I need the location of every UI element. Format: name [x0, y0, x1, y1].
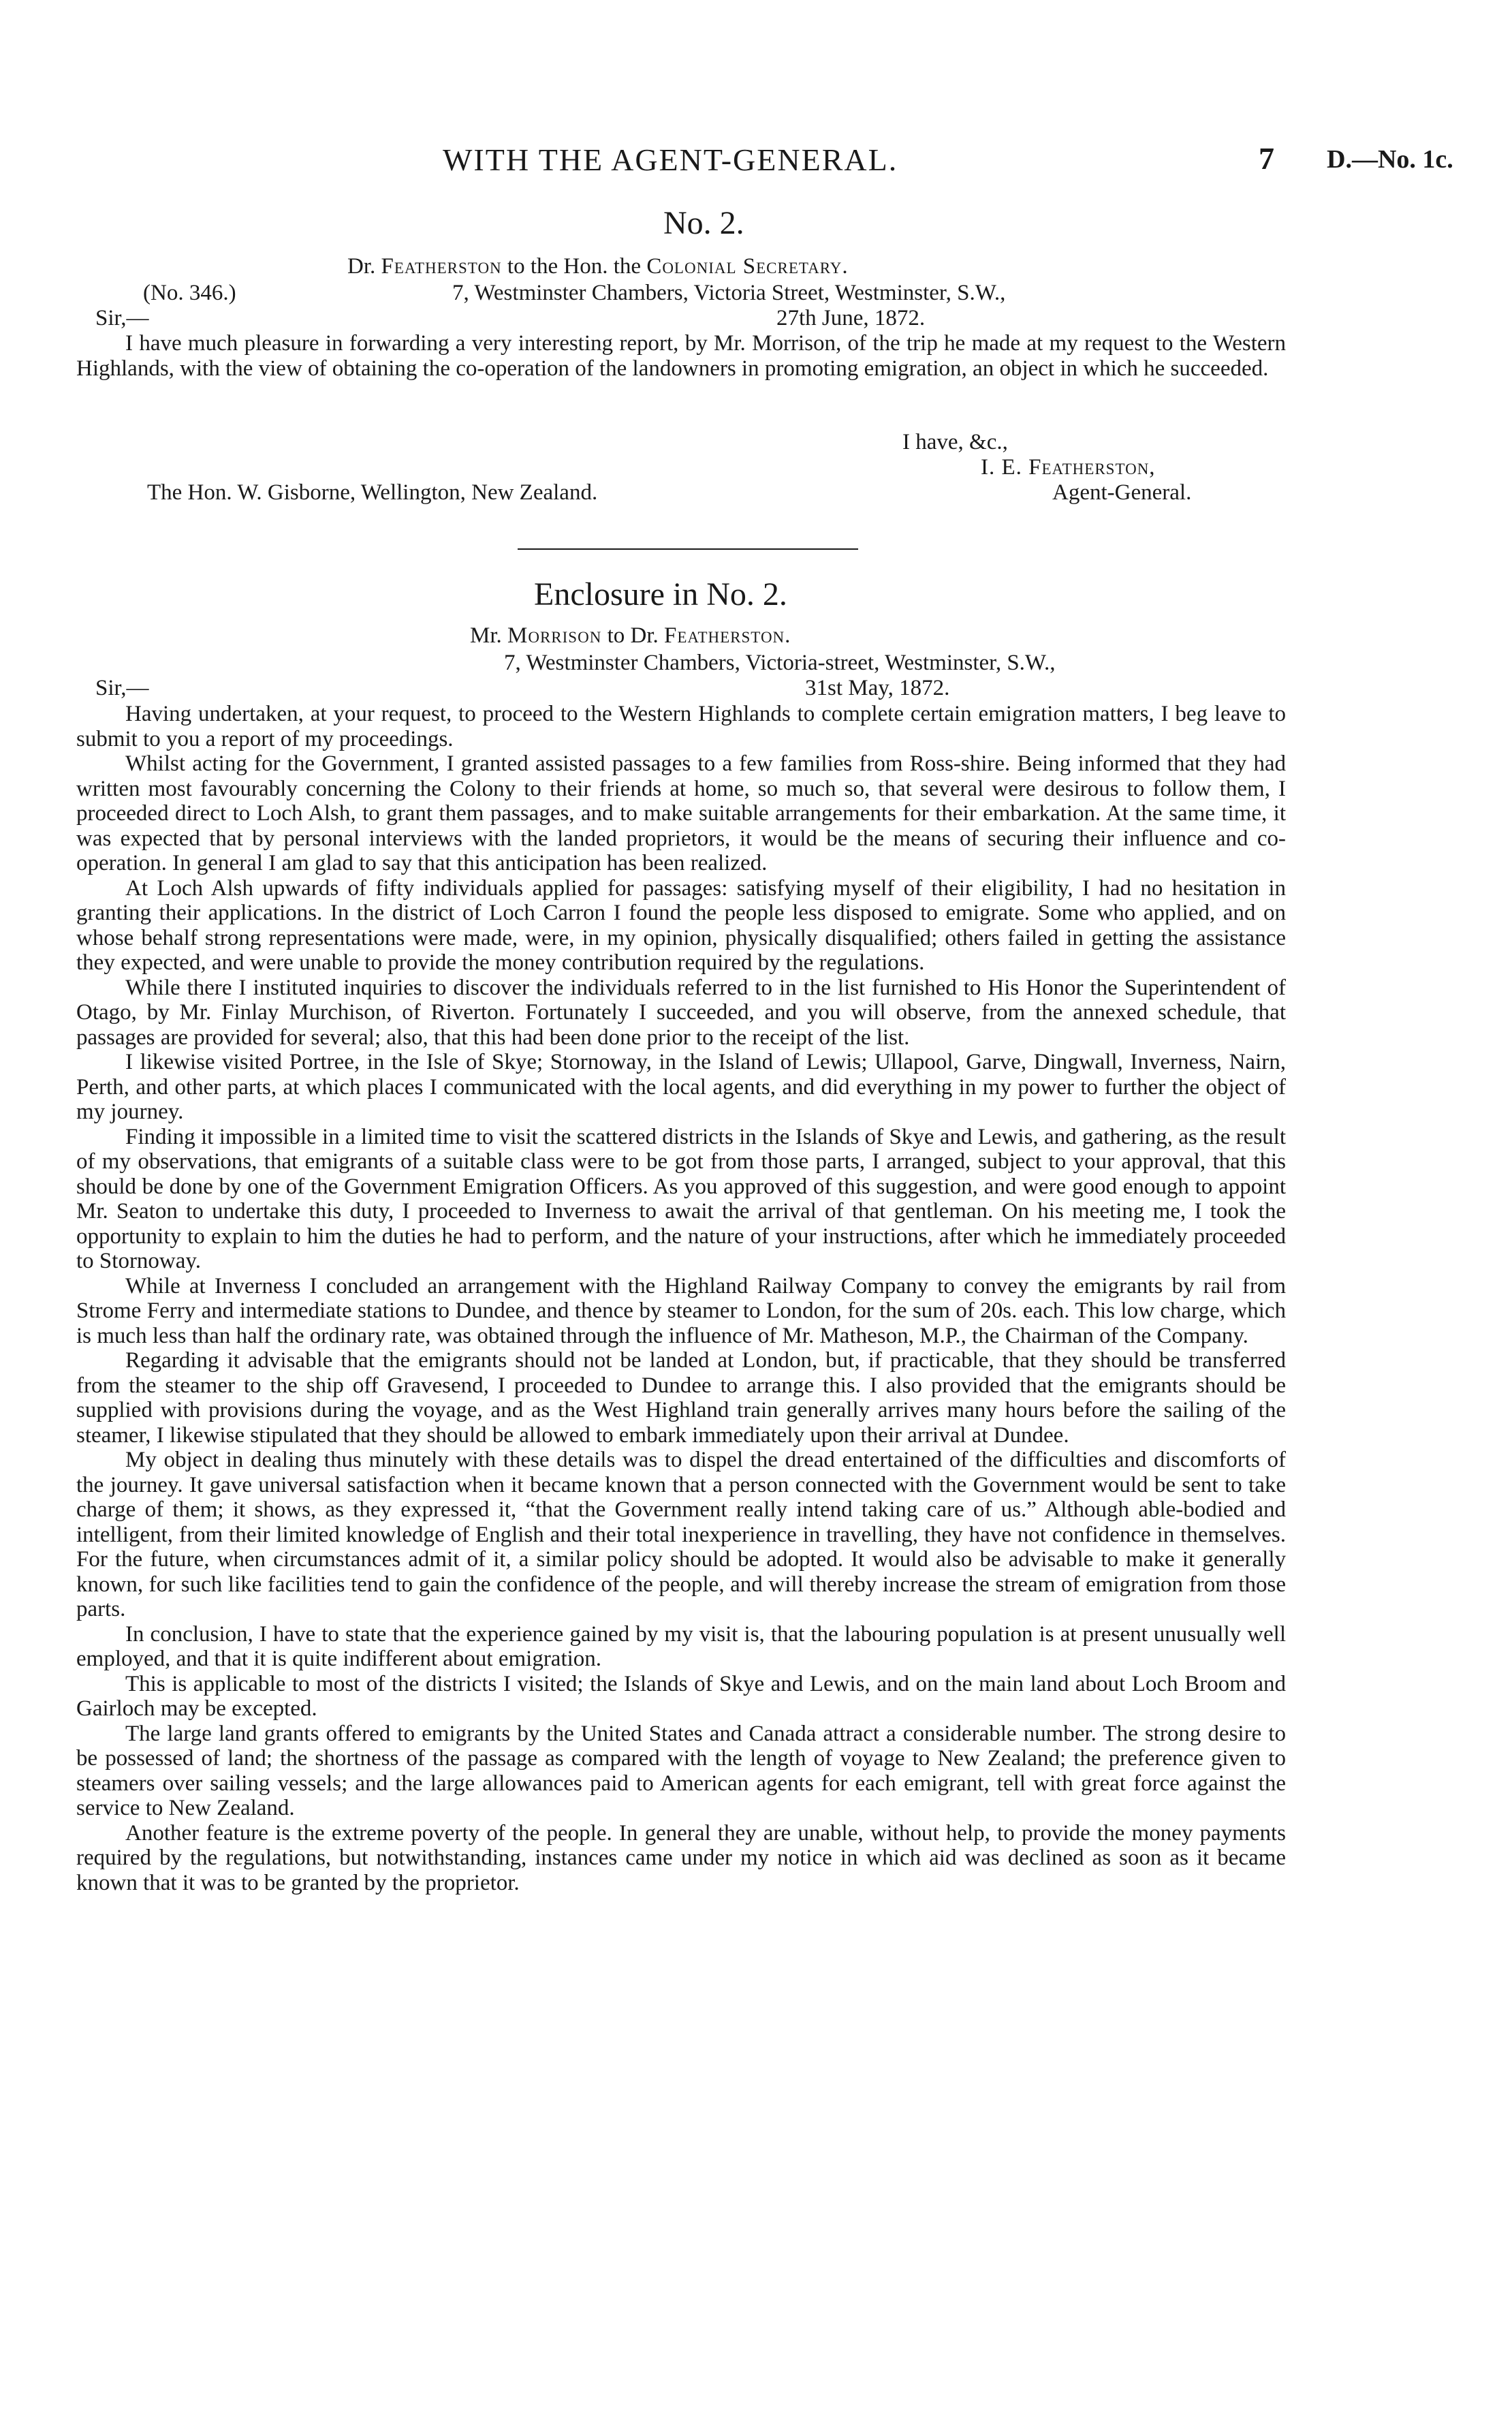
enclosure-paragraph: Regarding it advisable that the emigrants should not be landed at London, but, if practicable, that they should be transferred from the steamer to the ship off Gravesend, I proceeded to Dundee to arrange this. I also provided that the emigrants should be supplied with provisions during the voyage, and as the West Highland train generally arrives many hours before the sailing of the steamer, I likewise stipulated that they should be allowed to embark immediately upon their arrival at Dundee.	[76, 1348, 1286, 1448]
letter-signature-title: Agent-General.	[1052, 480, 1192, 505]
enclosure-sender: Morrison	[507, 623, 602, 648]
letter-recipient-title: Colonial Secretary.	[646, 254, 849, 279]
page-header-title: WITH THE AGENT-GENERAL.	[443, 142, 898, 177]
letter-sender: Featherston	[381, 254, 502, 279]
letter-heading: No. 2.	[663, 205, 744, 241]
enclosure-address: 7, Westminster Chambers, Victoria-street, Westminster, S.W.,	[504, 651, 1056, 675]
letter-closing: I have, &c.,	[902, 430, 1008, 454]
enclosure-salutation: Sir,—	[95, 676, 149, 700]
enclosure-date: 31st May, 1872.	[805, 676, 950, 700]
enclosure-from-to: Mr. Morrison to Dr. Featherston.	[470, 623, 791, 648]
enclosure-paragraph: While at Inverness I concluded an arrangement with the Highland Railway Company to convey the emigrants by rail from Strome Ferry and intermediate stations to Dundee, and thence by steamer to London, for the sum of 20s. each. This low charge, which is much less than half the ordinary rate, was obtained through the influence of Mr. Matheson, M.P., the Chairman of the Company.	[76, 1273, 1286, 1348]
enclosure-body	[76, 702, 1286, 1895]
letter-address: 7, Westminster Chambers, Victoria Street, Westminster, S.W.,	[452, 281, 1006, 305]
enclosure-paragraph: While there I instituted inquiries to discover the individuals referred to in the list furnished to His Honor the Superintendent of Otago, by Mr. Finlay Murchison, of Riverton. Fortunately I succeeded, and you will observe, from the annexed schedule, that passages are provided for several; also, that this had been done prior to the receipt of the list.	[76, 975, 1286, 1050]
section-divider	[518, 548, 858, 550]
letter-signature: I. E. Featherston,	[981, 455, 1156, 480]
enclosure-paragraph: This is applicable to most of the districts I visited; the Islands of Skye and Lewis, and on the main land about Loch Broom and Gairloch may be excepted.	[76, 1671, 1286, 1721]
enclosure-paragraph: Whilst acting for the Government, I granted assisted passages to a few families from Ross-shire. Being informed that they had written most favourably concerning the Colony to their friends at home, so much so, that several were desirous to follow them, I proceeded direct to Loch Alsh, to grant them passages, and to make suitable arrangements for their embarkation. At the same time, it was expected that by personal interviews with the landed proprietors, it would be the means of securing their influence and co-operation. In general I am glad to say that this anticipation has been realized.	[76, 751, 1286, 875]
document-reference: D.—No. 1c.	[1327, 145, 1453, 174]
enclosure-paragraph: Another feature is the extreme poverty of the people. In general they are unable, without help, to provide the money payments required by the regulations, but notwithstanding, instances came under my notice in which aid was declined as soon as it became known that it was to be granted by the proprietor.	[76, 1820, 1286, 1895]
letter-paragraph: I have much pleasure in forwarding a very interesting report, by Mr. Morrison, of the trip he made at my request to the Western Highlands, with the view of obtaining the co-operation of the landowners in promoting emigration, an object in which he succeeded.	[76, 331, 1286, 381]
enclosure-heading: Enclosure in No. 2.	[534, 576, 787, 612]
enclosure-paragraph: I likewise visited Portree, in the Isle of Skye; Stornoway, in the Island of Lewis; Ullapool, Garve, Dingwall, Inverness, Nairn, Perth, and other parts, at which places I communicated with the local agents, and did everything in my power to further the object of my journey.	[76, 1050, 1286, 1124]
letter-salutation: Sir,—	[95, 306, 149, 330]
letter-body	[76, 331, 1286, 381]
enclosure-paragraph: The large land grants offered to emigrants by the United States and Canada attract a considerable number. The strong desire to be possessed of land; the shortness of the passage as compared with the length of voyage to New Zealand; the preference given to steamers over sailing vessels; and the large allowances paid to American agents for each emigrant, tell with great force against the service to New Zealand.	[76, 1721, 1286, 1820]
letter-number: (No. 346.)	[143, 281, 236, 305]
enclosure-paragraph: My object in dealing thus minutely with these details was to dispel the dread entertained of the difficulties and discomforts of the journey. It gave universal satisfaction when it became known that a person connected with the Government would be sent to take charge of them; it shows, as they expressed it, “that the Government really intend taking care of us.” Although able-bodied and intelligent, from their limited knowledge of English and their total inexperience in travelling, they have not confidence in themselves. For the future, when circumstances admit of it, a similar policy should be adopted. It would also be advisable to make it generally known, for such like facilities tend to gain the confidence of the people, and will thereby increase the stream of emigration from those parts.	[76, 1448, 1286, 1621]
enclosure-recipient: Featherston.	[664, 623, 791, 648]
enclosure-paragraph: Finding it impossible in a limited time to visit the scattered districts in the Islands of Skye and Lewis, and gathering, as the result of my observations, that emigrants of a suitable class were to be got from those parts, I arranged, subject to your approval, that this should be done by one of the Government Emigration Officers. As you approved of this suggestion, and were good enough to appoint Mr. Seaton to undertake this duty, I proceeded to Inverness to await the arrival of that gentleman. On his meeting me, I took the opportunity to explain to him the duties he had to perform, and the nature of your instructions, after which he immediately proceeded to Stornoway.	[76, 1124, 1286, 1273]
enclosure-paragraph: In conclusion, I have to state that the experience gained by my visit is, that the labouring population is at present unusually well employed, and that it is quite indifferent about emigration.	[76, 1621, 1286, 1671]
letter-date: 27th June, 1872.	[776, 306, 926, 330]
enclosure-paragraph: At Loch Alsh upwards of fifty individuals applied for passages: satisfying myself of their eligibility, I had no hesitation in granting their applications. In the district of Loch Carron I found the people less disposed to emigrate. Some who applied, and on whose behalf strong representations were made, were, in my opinion, physically disqualified; others failed in getting the assistance they expected, and were unable to provide the money contribution required by the regulations.	[76, 875, 1286, 975]
letter-from-to: Dr. Featherston to the Hon. the Colonial Secretary.	[347, 254, 849, 279]
enclosure-paragraph: Having undertaken, at your request, to proceed to the Western Highlands to complete certain emigration matters, I beg leave to submit to you a report of my proceedings.	[76, 702, 1286, 751]
letter-recipient: The Hon. W. Gisborne, Wellington, New Zealand.	[147, 480, 598, 505]
page-number: 7	[1259, 141, 1274, 176]
